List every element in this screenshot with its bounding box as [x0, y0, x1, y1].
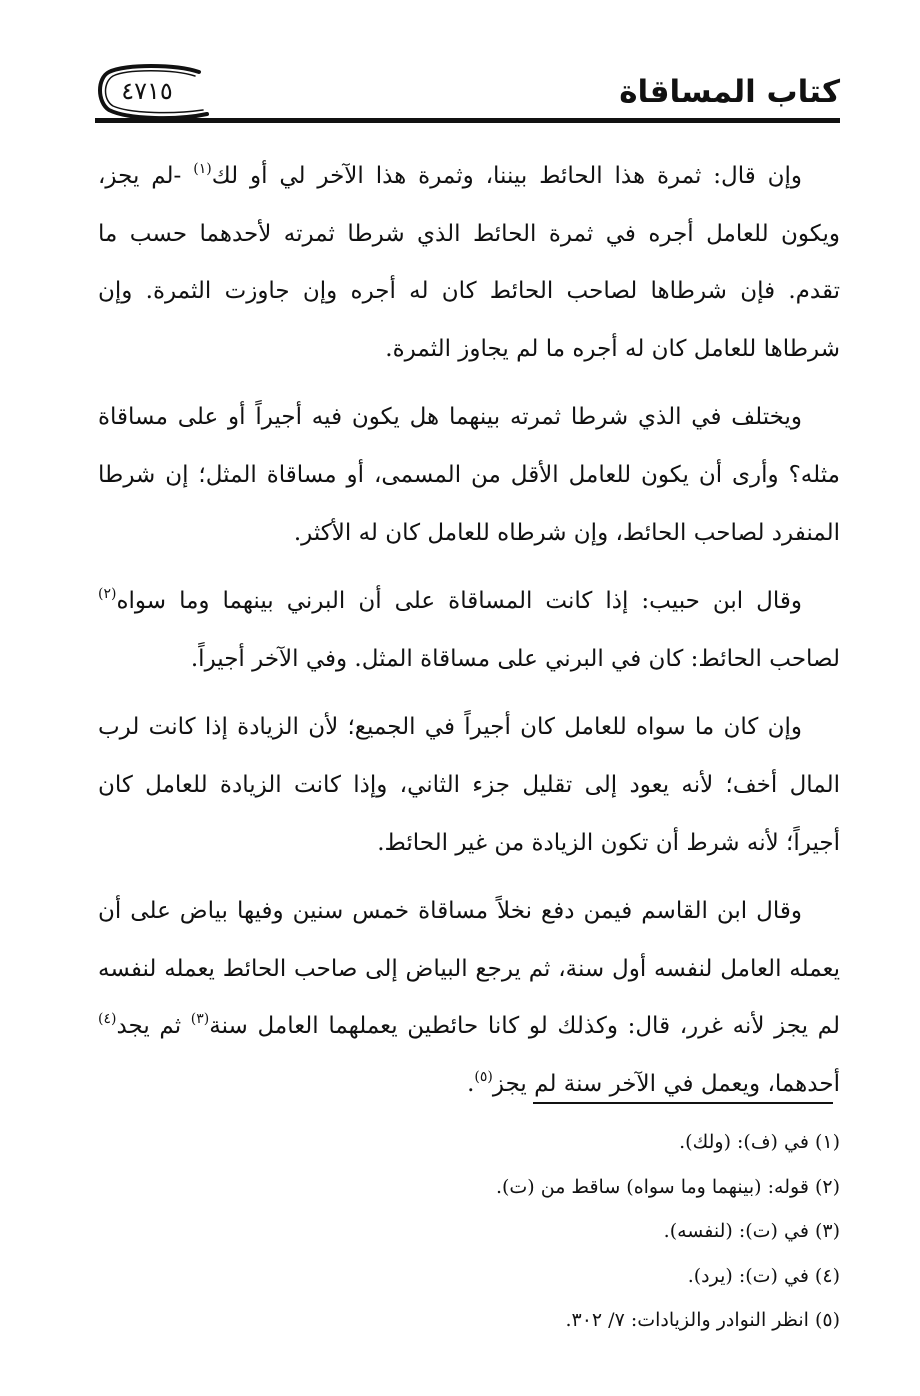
footnotes: [200, 1120, 840, 1343]
page-number-badge: [95, 62, 205, 120]
paragraph: [98, 389, 840, 562]
footnote-marker[interactable]: (٥): [474, 1068, 493, 1085]
text-run: وقال ابن القاسم فيمن دفع نخلاً مساقاة خمس سنين وفيها بياض على أن يعمله العامل لنفسه أول سنة، ثم يرجع البياض إلى صاحب الحائط يعمله لنفسه لم يجز لأنه غرر، قال: وكذلك لو كانا حائطين يعملهما العامل سنة: [98, 898, 840, 1040]
paragraph: [98, 148, 840, 378]
text-run: -لم يجز، ويكون للعامل أجره في ثمرة الحائط الذي شرطا ثمرته لأحدهما حسب ما تقدم. فإن شرطاها لصاحب الحائط كان له أجره وإن جاوزت الثمرة. وإن شرطاها للعامل كان له أجره ما لم يجاوز الثمرة.: [98, 163, 840, 362]
footnote-marker[interactable]: (١): [193, 161, 212, 177]
text-run: .: [467, 1070, 475, 1097]
text-run: لصاحب الحائط: كان في البرني على مساقاة المثل. وفي الآخر أجيراً.: [190, 645, 840, 672]
paragraph: [98, 883, 840, 1113]
footnote-marker[interactable]: (٣): [190, 1011, 210, 1028]
paragraph: [98, 573, 840, 688]
footnote-item: (١) في (ف): (ولك).: [679, 1131, 840, 1153]
main-text: [98, 148, 840, 1125]
footnote-marker[interactable]: (٢): [98, 586, 117, 603]
text-run: ثم يجد: [116, 1013, 191, 1040]
text-run: وقال ابن حبيب: إذا كانت المساقاة على أن البرني بينهما وما سواه: [116, 588, 802, 615]
paragraph: [98, 699, 840, 872]
footnote-marker[interactable]: (٤): [98, 1011, 117, 1028]
text-run: وإن قال: ثمرة هذا الحائط بيننا، وثمرة هذا الآخر لي أو لك: [211, 163, 803, 189]
book-title: كتاب المساقاة: [619, 74, 840, 110]
text-run: أحدهما، ويعمل في الآخر سنة لم يجز: [492, 1070, 840, 1097]
footnote-item: (٤) في (ت): (يرد).: [687, 1264, 840, 1287]
footnote-separator: [533, 1102, 833, 1104]
page-number: ٤٧١٥: [121, 77, 173, 105]
footnote-item: (٥) انظر النوادر والزيادات: ٧/ ٣٠٢.: [565, 1309, 840, 1331]
text-run: وإن كان ما سواه للعامل كان أجيراً في الجميع؛ لأن الزيادة إذا كانت لرب المال أخف؛ لأنه يعود إلى تقليل جزء الثاني، وإذا كانت الزيادة للعامل كان أجيراً؛ لأنه شرط أن تكون الزيادة من غير الحائط.: [98, 714, 840, 856]
header-rule: [95, 118, 840, 123]
footnote-item: (٢) قوله: (بينهما وما سواه) ساقط من (ت).: [495, 1175, 840, 1198]
text-run: ويختلف في الذي شرطا ثمرته بينهما هل يكون فيه أجيراً أو على مساقاة مثله؟ وأرى أن يكون للعامل الأقل من المسمى، أو مساقاة المثل؛ إن شرطا المنفرد لصاحب الحائط، وإن شرطاه للعامل كان له الأكثر.: [98, 404, 840, 546]
footnote-item: (٣) في (ت): (لنفسه).: [663, 1220, 840, 1242]
